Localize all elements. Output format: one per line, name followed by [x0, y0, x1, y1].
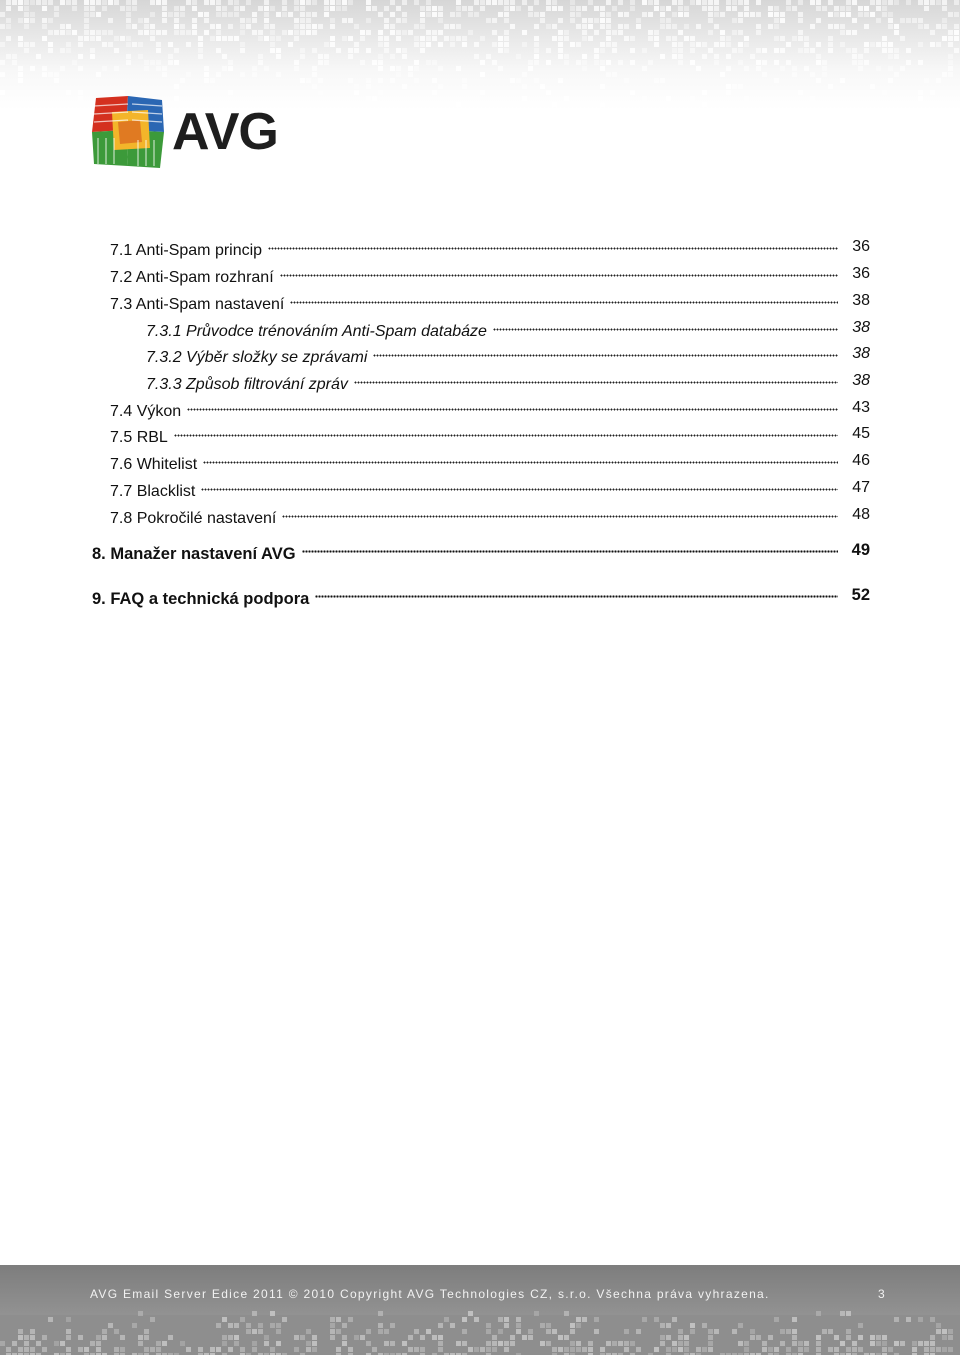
toc-entry-label: 7.1 Anti-Spam princip [110, 242, 263, 259]
avg-logo-mark-icon [88, 92, 168, 172]
toc-dot-leader [493, 324, 838, 334]
toc-entry-label: 9. FAQ a technická podpora [92, 590, 310, 608]
footer-copyright: AVG Email Server Edice 2011 © 2010 Copyright AVG Technologies CZ, s.r.o. Všechna práva vyhrazena. [90, 1287, 770, 1301]
toc-dot-leader [354, 377, 838, 387]
toc-entry-label: 7.5 RBL [110, 429, 168, 446]
pixel-noise-decoration [0, 1305, 960, 1355]
toc-entry[interactable] [146, 318, 842, 342]
toc-entry-label: 7.8 Pokročilé nastavení [110, 510, 277, 527]
toc-entry-page-number: 38 [852, 292, 870, 309]
toc-dot-leader [315, 591, 838, 601]
toc-entry[interactable] [110, 237, 842, 261]
toc-entry[interactable] [92, 585, 842, 609]
toc-entry-label: 7.2 Anti-Spam rozhraní [110, 269, 274, 286]
toc-entry-label: 8. Manažer nastavení AVG [92, 545, 296, 563]
toc-entry[interactable] [110, 264, 842, 288]
toc-dot-leader [282, 511, 838, 521]
toc-dot-leader [201, 484, 838, 494]
toc-entry[interactable] [146, 344, 842, 368]
toc-dot-leader [203, 457, 838, 467]
toc-entry-page-number: 38 [852, 319, 870, 336]
toc-entry-label: 7.4 Výkon [110, 403, 182, 420]
toc-entry[interactable] [110, 398, 842, 422]
toc-dot-leader [302, 546, 838, 556]
toc-entry-page-number: 36 [852, 238, 870, 255]
avg-logo [88, 92, 278, 172]
toc-entry[interactable] [92, 540, 842, 564]
toc-entry[interactable] [110, 424, 842, 448]
toc-entry[interactable] [110, 505, 842, 529]
toc-entry[interactable] [110, 478, 842, 502]
toc-entry[interactable] [110, 291, 842, 315]
toc-entry-page-number: 38 [852, 345, 870, 362]
toc-entry[interactable] [146, 371, 842, 395]
toc-dot-leader [280, 270, 838, 280]
toc-entry-page-number: 46 [852, 452, 870, 469]
toc-entry-page-number: 48 [852, 506, 870, 523]
toc-entry-page-number: 49 [851, 541, 870, 559]
toc-entry-label: 7.3.2 Výběr složky se zprávami [146, 349, 368, 366]
toc-dot-leader [268, 243, 838, 253]
toc-entry[interactable] [110, 451, 842, 475]
toc-entry-page-number: 45 [852, 425, 870, 442]
toc-dot-leader [373, 350, 838, 360]
toc-dot-leader [187, 404, 838, 414]
toc-dot-leader [290, 297, 838, 307]
toc-entry-label: 7.3 Anti-Spam nastavení [110, 296, 285, 313]
footer-page-number: 3 [878, 1287, 885, 1301]
toc-entry-page-number: 43 [852, 399, 870, 416]
toc-entry-label: 7.6 Whitelist [110, 456, 198, 473]
toc-entry-page-number: 47 [852, 479, 870, 496]
page-footer [0, 1265, 960, 1355]
toc-entry-label: 7.3.1 Průvodce trénováním Anti-Spam databáze [146, 323, 487, 340]
toc-entry-page-number: 36 [852, 265, 870, 282]
toc-entry-page-number: 52 [851, 586, 870, 604]
toc-entry-label: 7.7 Blacklist [110, 483, 196, 500]
toc-dot-leader [174, 430, 838, 440]
toc-entry-label: 7.3.3 Způsob filtrování zpráv [146, 376, 348, 393]
avg-logo-wordmark: AVG [172, 103, 278, 161]
toc-entry-page-number: 38 [852, 372, 870, 389]
